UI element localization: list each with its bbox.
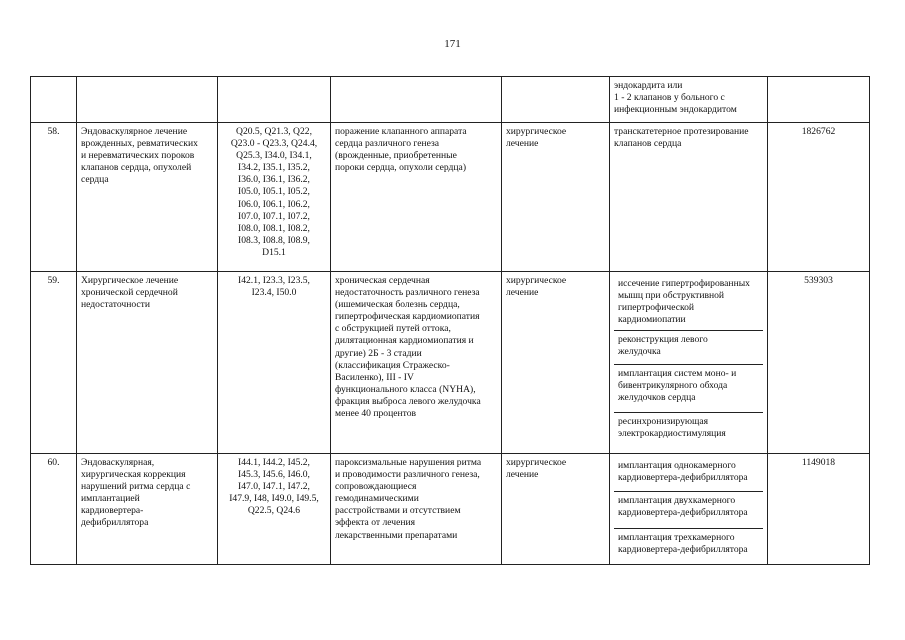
name-line: имплантацией [81,493,140,505]
model-line: недостаточность различного генеза [335,287,480,299]
method-line: желудочка [618,346,661,358]
patient-model [331,272,502,454]
model-line: функционального класса (NYHA), [335,383,476,395]
name-line: клапанов сердца, опухолей [81,162,192,174]
method-line: электрокардиостимуляция [618,428,726,440]
table-row [31,272,870,454]
treatment-line: лечение [506,469,539,481]
model-line: сердца различного генеза [335,138,440,150]
name-line: и неревматических пороков [81,150,195,162]
code-line: I07.0, I07.1, I07.2, [238,210,310,222]
method-cell [614,529,763,558]
treatment-line: лечение [506,138,539,150]
model-line: и проводимости различного генеза, [335,469,480,481]
name-line: Эндоваскулярное лечение [81,126,188,137]
method-line: имплантация однокамерного [618,460,736,471]
code-line: D15.1 [262,246,286,258]
medical-care-table [30,76,870,565]
name-line: кардиовертера- [81,505,144,517]
method-line: 1 - 2 клапанов у больного с [614,92,725,104]
care-type-name [77,272,218,454]
funding-amount: 539303 [768,272,870,454]
method-line: гипертрофической [618,302,695,314]
model-line: гипертрофическая кардиомиопатия [335,311,480,323]
treatment-methods [610,454,768,565]
method-line: желудочков сердца [618,392,696,404]
model-line: расстройствами и отсутствием [335,505,461,517]
treatment-method [610,123,768,272]
treatment-line: хирургическое [506,275,567,286]
method-line: имплантация систем моно- и [618,368,737,379]
name-line: врожденных, ревматических [81,138,198,150]
code-line: Q23.0 - Q23.3, Q24.4, [230,138,318,150]
code-line: I36.0, I36.1, I36.2, [238,174,310,186]
method-line: кардиовертера-дефибриллятора [618,544,748,556]
page-number: 171 [444,38,461,50]
method-line: ресинхронизирующая [618,416,709,427]
name-line: Эндоваскулярная, [81,457,155,468]
method-line: эндокардита или [614,80,683,91]
icd-codes [218,272,331,454]
model-line: хроническая сердечная [335,275,430,286]
code-line: I34.2, I35.1, I35.2, [238,162,310,174]
continuation-row [31,77,870,123]
cell-name [77,77,218,123]
row-number: 59. [31,272,77,454]
cell-method [610,77,768,123]
name-line: хронической сердечной [81,287,178,299]
name-line: хирургическая коррекция [81,469,186,481]
method-line: мышц при обструктивной [618,290,725,302]
code-line: Q25.3, I34.0, I34.1, [236,150,312,162]
method-cell [614,331,763,365]
model-line: эффекта от лечения [335,517,416,529]
icd-codes [218,454,331,565]
model-line: Василенко), III - IV [335,371,414,383]
method-line: кардиовертера-дефибриллятора [618,472,748,484]
code-line: Q22.5, Q24.6 [247,505,301,517]
method-line: имплантация трехкамерного [618,532,735,543]
treatment-line: хирургическое [506,126,567,137]
code-line: I08.3, I08.8, I08.9, [238,234,310,246]
name-line: недостаточности [81,299,150,311]
code-line: Q20.5, Q21.3, Q22, [236,126,312,137]
model-line: лекарственными препаратами [335,529,458,541]
model-line: фракция выброса левого желудочка [335,395,481,407]
treatment-type [502,272,610,454]
model-line: (классификация Стражеско- [335,359,450,371]
treatment-type [502,454,610,565]
cell-amount [768,77,870,123]
model-line: поражение клапанного аппарата [335,126,467,137]
method-line: бивентрикулярного обхода [618,380,728,392]
code-line: I08.0, I08.1, I08.2, [238,222,310,234]
patient-model [331,454,502,565]
funding-amount: 1826762 [768,123,870,272]
code-line: I47.0, I47.1, I47.2, [238,481,310,493]
table-row [31,123,870,272]
code-line: I23.4, I50.0 [251,287,297,299]
method-cell [614,413,763,442]
treatment-line: лечение [506,287,539,299]
funding-amount: 1149018 [768,454,870,565]
model-line: (врожденные, приобретенные [335,150,457,162]
method-cell [614,365,763,413]
treatment-type [502,123,610,272]
model-line: менее 40 процентов [335,408,417,420]
method-line: кардиомиопатии [618,314,686,326]
method-cell [614,457,763,492]
cell-num [31,77,77,123]
treatment-line: хирургическое [506,457,567,468]
code-line: I47.9, I48, I49.0, I49.5, [229,493,319,505]
table-row [31,454,870,565]
method-line: иссечение гипертрофированных [618,278,750,289]
model-line: гемодинамическими [335,493,419,505]
code-line: I44.1, I44.2, I45.2, [238,457,310,468]
name-line: Хирургическое лечение [81,275,179,286]
treatment-methods [610,272,768,454]
patient-model [331,123,502,272]
method-cell [614,275,763,331]
name-line: дефибриллятора [81,517,149,529]
method-line: кардиовертера-дефибриллятора [618,507,748,519]
method-line: транскатетерное протезирование [614,126,749,137]
model-line: другие) 2Б - 3 стадии [335,347,422,359]
model-line: пароксизмальные нарушения ритма [335,457,482,468]
code-line: I42.1, I23.3, I23.5, [238,275,310,286]
method-line: инфекционным эндокардитом [614,104,737,116]
model-line: дилятационная кардиомиопатия и [335,335,474,347]
model-line: сопровождающиеся [335,481,417,493]
code-line: I05.0, I05.1, I05.2, [238,186,310,198]
model-line: (ишемическая болезнь сердца, [335,299,460,311]
model-line: пороки сердца, опухоли сердца) [335,162,467,174]
name-line: нарушений ритма сердца с [81,481,191,493]
cell-codes [218,77,331,123]
icd-codes [218,123,331,272]
code-line: I06.0, I06.1, I06.2, [238,198,310,210]
model-line: с обструкцией путей оттока, [335,323,451,335]
method-cell [614,492,763,529]
cell-model [331,77,502,123]
code-line: I45.3, I45.6, I46.0, [238,469,310,481]
row-number: 58. [31,123,77,272]
row-number: 60. [31,454,77,565]
care-type-name [77,123,218,272]
cell-treatment [502,77,610,123]
name-line: сердца [81,174,109,186]
care-type-name [77,454,218,565]
method-line: клапанов сердца [614,138,682,150]
method-line: реконструкция левого [618,334,708,345]
method-line: имплантация двухкамерного [618,495,736,506]
